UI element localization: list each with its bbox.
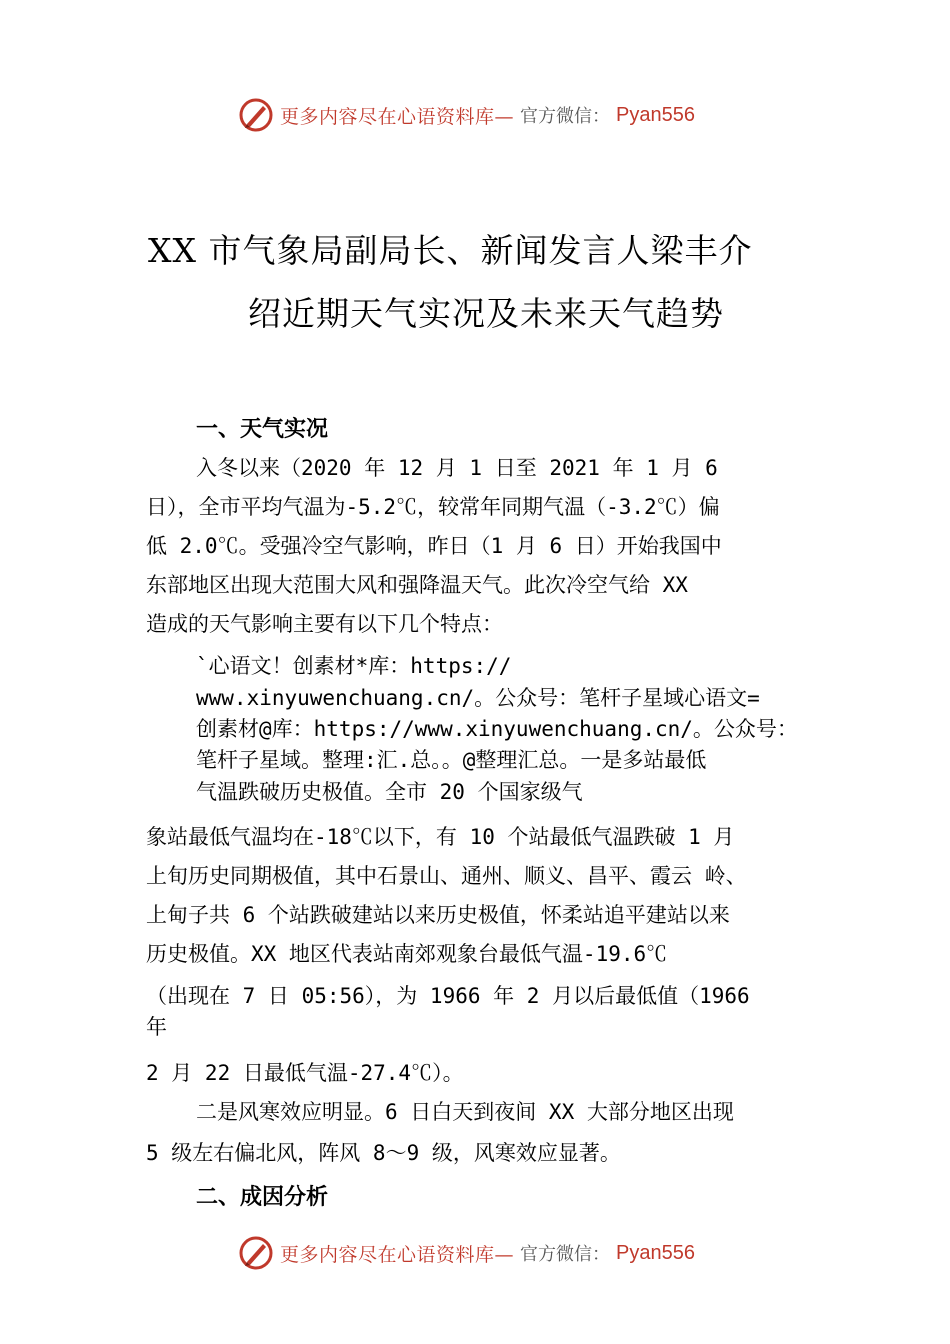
banner-text: 更多内容尽在心语资料库— (280, 105, 515, 128)
paragraph-line: 年 (146, 1015, 167, 1039)
pen-logo-icon (238, 97, 274, 133)
banner-wechat-label: 官方微信： (520, 1244, 611, 1265)
paragraph-line: 日），全市平均气温为-5.2℃，较常年同期气温（-3.2℃）偏 (146, 495, 720, 519)
paragraph-line: 造成的天气影响主要有以下几个特点： (146, 612, 503, 636)
paragraph-line: 上旬历史同期极值，其中石景山、通州、顺义、昌平、霞云 岭、 (146, 864, 747, 888)
pen-logo-icon (238, 1235, 274, 1271)
paragraph-line: 上甸子共 6 个站跌破建站以来历史极值，怀柔站追平建站以来 (146, 903, 730, 927)
inserted-watermark-line: 创素材@库：https://www.xinyuwenchuang.cn/。公众号： (196, 717, 798, 741)
header-watermark (238, 95, 695, 135)
inserted-watermark-line: www.xinyuwenchuang.cn/。公众号：笔杆子星域心语文= (196, 686, 760, 710)
inserted-watermark-line: 笔杆子星域。整理:汇.总。。@整理汇总。一是多站最低 (196, 748, 707, 772)
paragraph-line: 东部地区出现大范围大风和强降温天气。此次冷空气给 XX (146, 573, 688, 597)
paragraph-line: 2 月 22 日最低气温-27.4℃）。 (146, 1061, 464, 1085)
paragraph-line: 入冬以来（2020 年 12 月 1 日至 2021 年 1 月 6 (196, 456, 718, 480)
paragraph-line: 5 级左右偏北风，阵风 8～9 级，风寒效应显著。 (146, 1141, 621, 1165)
document-title-line2: 绍近期天气实况及未来天气趋势 (248, 294, 724, 333)
paragraph-line: 历史极值。XX 地区代表站南郊观象台最低气温-19.6℃ (146, 942, 668, 966)
paragraph-line: 气温跌破历史极值。全市 20 个国家级气 (196, 780, 583, 804)
banner-wechat-label: 官方微信： (520, 106, 611, 127)
inserted-watermark-line: `心语文！创素材*库：https:// (196, 654, 512, 678)
banner-wechat-id: Pyan556 (616, 1241, 695, 1264)
banner-wechat-id: Pyan556 (616, 103, 695, 126)
document-title-line1: XX 市气象局副局长、新闻发言人梁丰介 (148, 231, 753, 270)
footer-watermark (238, 1233, 695, 1273)
banner-text: 更多内容尽在心语资料库— (280, 1243, 515, 1266)
paragraph-line: （出现在 7 日 05:56），为 1966 年 2 月以后最低值（1966 (146, 984, 750, 1008)
section-heading-causes: 二、成因分析 (196, 1185, 329, 1210)
section-heading-weather: 一、天气实况 (196, 417, 329, 442)
paragraph-line: 象站最低气温均在-18℃以下，有 10 个站最低气温跌破 1 月 (146, 825, 735, 849)
paragraph-line: 低 2.0℃。受强冷空气影响，昨日（1 月 6 日）开始我国中 (146, 534, 722, 558)
paragraph-line: 二是风寒效应明显。6 日白天到夜间 XX 大部分地区出现 (196, 1100, 734, 1124)
